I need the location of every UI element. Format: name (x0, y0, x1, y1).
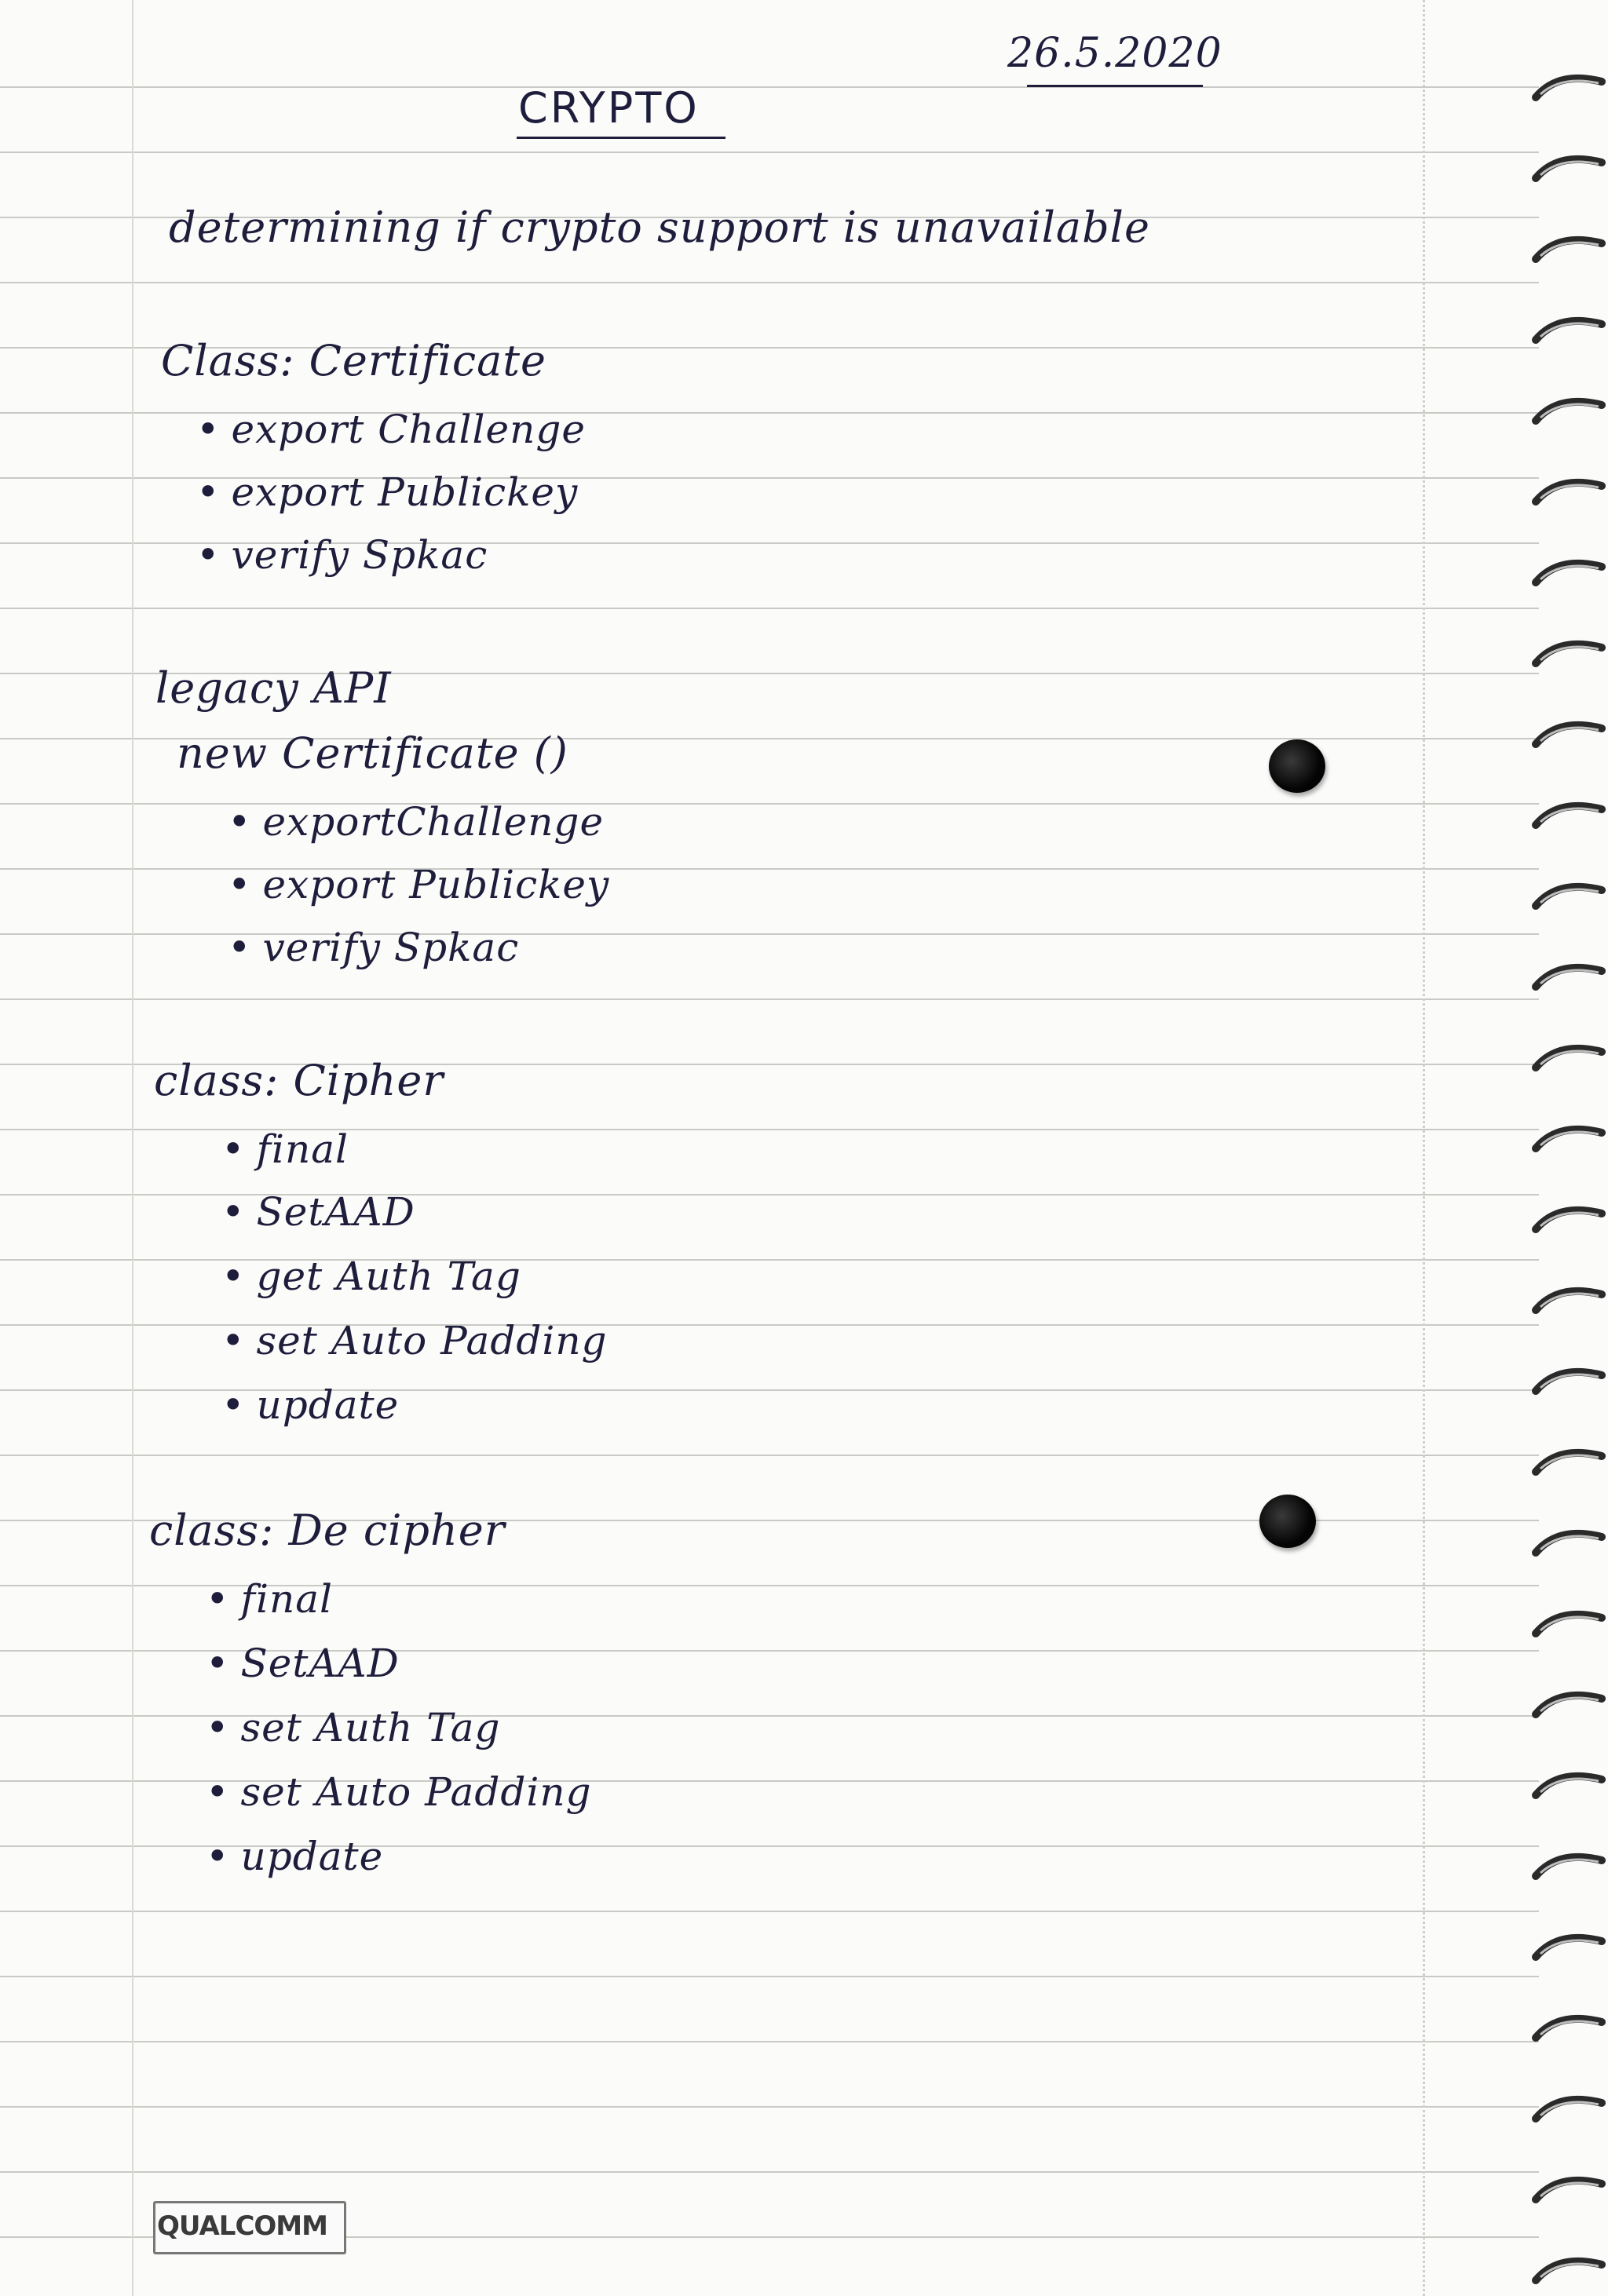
bullet-dot: • (221, 1318, 246, 1363)
spiral-coil (1529, 475, 1608, 506)
spiral-coil (1529, 1041, 1608, 1072)
spiral-coil (1529, 151, 1608, 183)
spiral-coil (1529, 232, 1608, 264)
bullet-dot: • (206, 1641, 230, 1686)
bullet-dot: • (221, 1126, 246, 1172)
spiral-coil (1529, 1445, 1608, 1477)
ruled-line (0, 998, 1539, 1000)
list-item: • final (221, 1126, 349, 1172)
title-underline (517, 137, 725, 139)
list-item: • update (221, 1382, 400, 1428)
date-underline (1027, 85, 1203, 87)
list-item: • final (206, 1576, 333, 1622)
list-item: • set Auto Padding (206, 1769, 592, 1815)
list-item: • update (206, 1834, 384, 1879)
bullet-dot: • (206, 1576, 230, 1622)
section-heading-decipher: class: De cipher (149, 1506, 506, 1555)
list-item: • verify Spkac (228, 925, 520, 970)
ruled-line (0, 608, 1539, 609)
bullet-dot: • (206, 1834, 230, 1879)
spiral-coil (1529, 1203, 1608, 1234)
list-item: • SetAAD (206, 1641, 400, 1686)
spiral-coil (1529, 1364, 1608, 1396)
section-heading-legacy-api: legacy API (155, 663, 392, 713)
ruled-line (0, 1455, 1539, 1456)
margin-line (132, 0, 133, 2296)
bullet-dot: • (221, 1254, 246, 1299)
spiral-coil (1529, 637, 1608, 668)
spiral-coil (1529, 1526, 1608, 1557)
spiral-coil (1529, 313, 1608, 345)
ruled-line (0, 282, 1539, 283)
ruled-line (0, 2171, 1539, 2173)
spiral-coil (1529, 2011, 1608, 2042)
list-item: • SetAAD (221, 1189, 415, 1235)
spiral-coil (1529, 71, 1608, 102)
spiral-coil (1529, 879, 1608, 911)
list-item: • export Publickey (196, 469, 579, 515)
ruled-line (0, 1911, 1539, 1912)
perforation-line (1423, 0, 1425, 2296)
list-item: • get Auth Tag (221, 1254, 521, 1299)
page-title: CRYPTO (518, 83, 700, 133)
spiral-coil (1529, 1607, 1608, 1638)
spiral-coil (1529, 2092, 1608, 2123)
spiral-coil (1529, 1849, 1608, 1881)
ruled-line (0, 86, 1539, 88)
ruled-line (0, 2041, 1539, 2042)
list-item: • verify Spkac (196, 532, 488, 578)
bullet-dot: • (221, 1382, 246, 1428)
spiral-coil (1529, 2173, 1608, 2204)
ruled-line (0, 151, 1539, 153)
spiral-coil (1529, 1769, 1608, 1800)
bullet-dot: • (196, 532, 221, 578)
section-subheading: new Certificate () (177, 728, 568, 778)
bullet-dot: • (196, 407, 221, 452)
spiral-coil (1529, 1122, 1608, 1153)
bullet-dot: • (206, 1769, 230, 1815)
ruled-line (0, 1976, 1539, 1977)
list-item: • set Auth Tag (206, 1705, 501, 1750)
qualcomm-logo-text: QUALCOMM (157, 2210, 327, 2242)
bullet-dot: • (196, 469, 221, 515)
ruled-line (0, 2106, 1539, 2108)
list-item: • export Publickey (228, 862, 610, 907)
bullet-dot: • (221, 1189, 246, 1235)
bullet-dot: • (228, 799, 252, 845)
spiral-coil (1529, 717, 1608, 749)
section-heading-cipher: class: Cipher (154, 1056, 444, 1105)
spiral-coil (1529, 798, 1608, 830)
spiral-coil (1529, 1930, 1608, 1962)
list-item: • exportChallenge (228, 799, 605, 845)
date: 26.5.2020 (1007, 30, 1222, 77)
spiral-coil (1529, 394, 1608, 425)
list-item: • export Challenge (196, 407, 586, 452)
punch-hole (1259, 1495, 1316, 1548)
bullet-dot: • (206, 1705, 230, 1750)
spiral-coil (1529, 1688, 1608, 1719)
bullet-dot: • (228, 862, 252, 907)
bullet-dot: • (228, 925, 252, 970)
spiral-coil (1529, 1283, 1608, 1315)
punch-hole (1269, 739, 1325, 793)
section-heading-certificate: Class: Certificate (161, 336, 546, 385)
spiral-coil (1529, 2254, 1608, 2285)
intro-text: determining if crypto support is unavailable (169, 203, 1150, 252)
list-item: • set Auto Padding (221, 1318, 608, 1363)
spiral-coil (1529, 556, 1608, 587)
spiral-coil (1529, 960, 1608, 991)
